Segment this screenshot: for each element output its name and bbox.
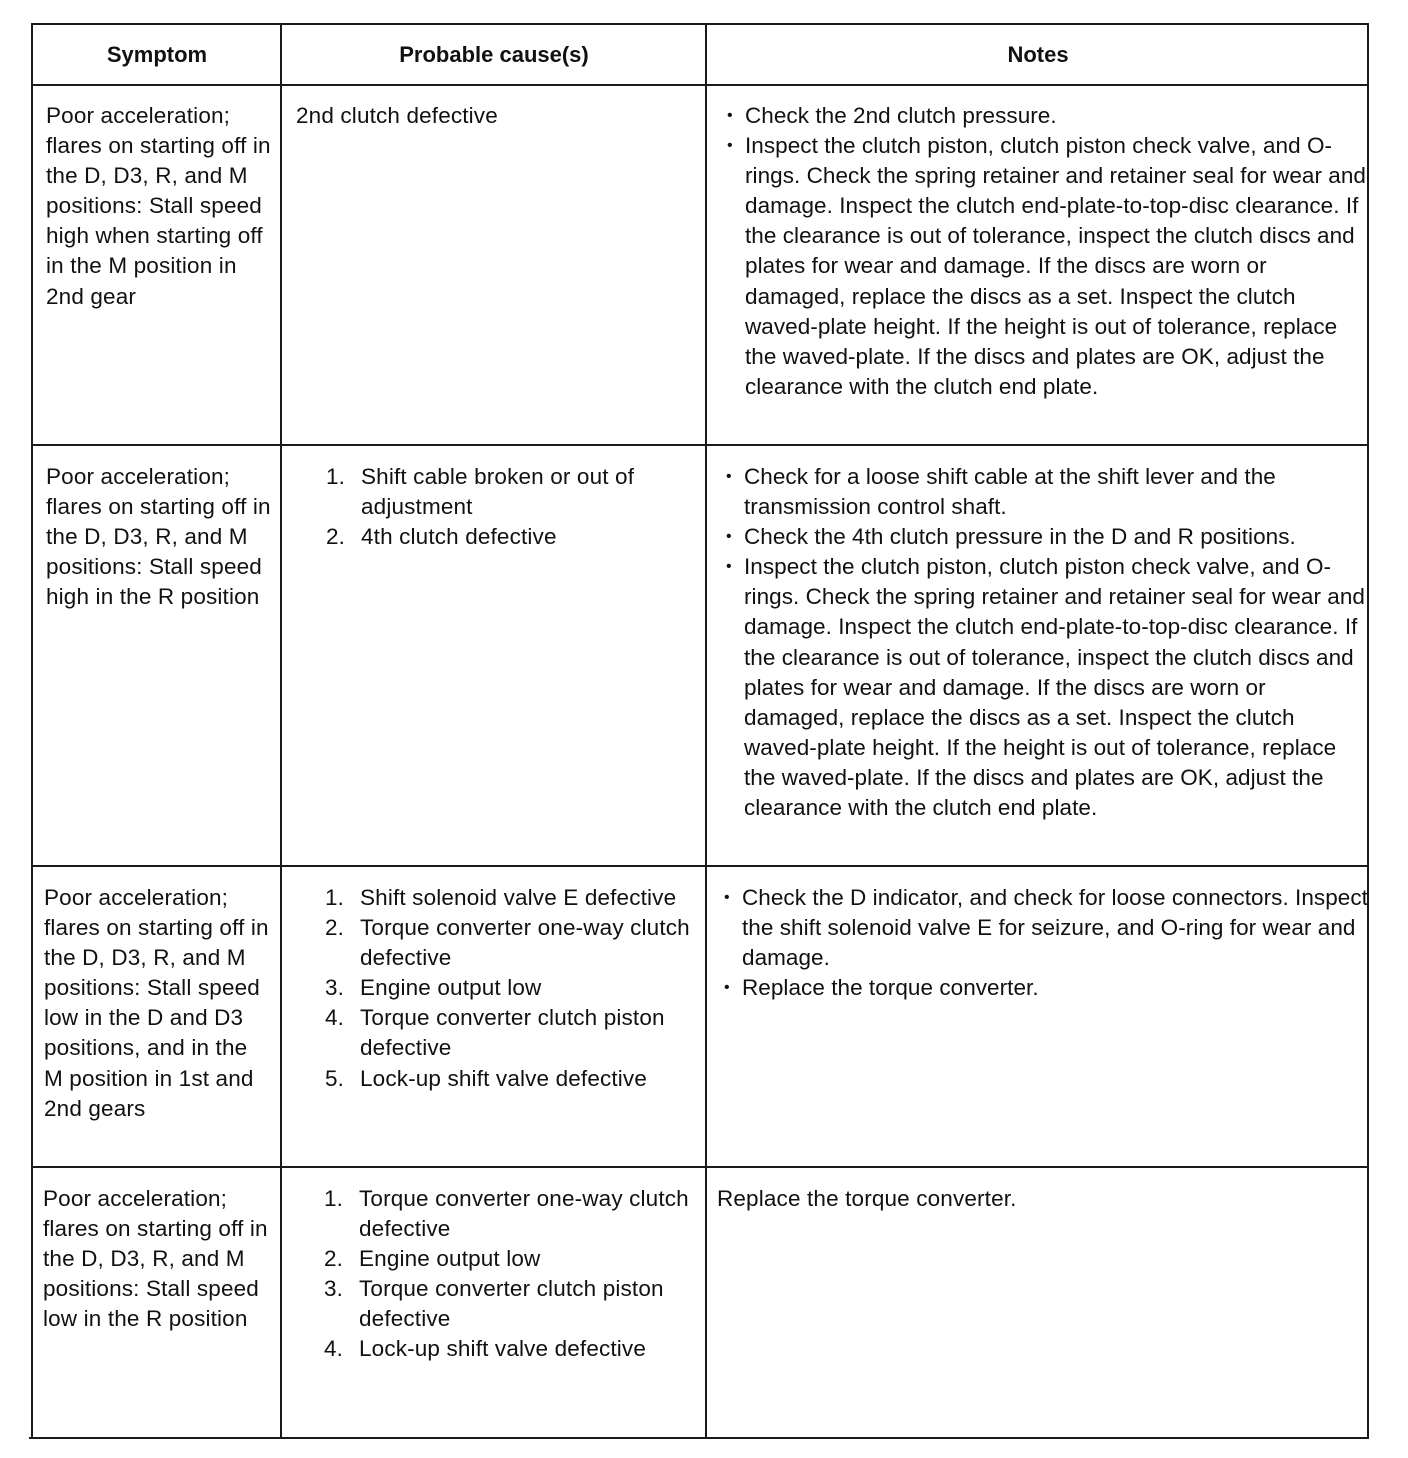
cause-text: Lock-up shift valve defective [360, 1065, 647, 1091]
header-row-divider [31, 84, 1369, 86]
bullet-icon: • [724, 979, 730, 997]
row-2-causes [290, 462, 700, 552]
cause-item [289, 973, 699, 1003]
row-4-causes [288, 1184, 698, 1365]
row-2-notes-list [723, 462, 1369, 823]
cause-text: Torque converter clutch piston defective [360, 1005, 665, 1061]
row-3-notes [721, 883, 1369, 1003]
row-2-causes-list [290, 462, 700, 552]
cause-item [289, 1003, 699, 1063]
column-divider-2 [705, 23, 707, 1439]
cause-item [289, 913, 699, 973]
cause-number: 2. [324, 1246, 344, 1272]
table-border-top [33, 23, 1369, 25]
cause-number: 4. [324, 1336, 344, 1362]
cause-number: 5. [325, 1065, 345, 1091]
row-4-symptom: Poor acceleration; flares on starting off in the D, D3, R, and M positions: Stall speed low in the R position [43, 1186, 268, 1332]
note-text: Check the D indicator, and check for loose connectors. Inspect the shift solenoid valve E for seizure, and O-ring for wear and damage. [742, 885, 1368, 971]
cause-text: 4th clutch defective [361, 524, 557, 550]
bullet-icon: • [724, 889, 730, 906]
cause-number: 2. [326, 524, 346, 550]
note-bullet-item [724, 101, 1369, 131]
bullet-icon: • [726, 468, 732, 485]
cause-text: Torque converter one-way clutch defective [360, 915, 690, 971]
cause-item [290, 462, 700, 522]
note-bullet-item [721, 883, 1369, 973]
cause-number: 1. [324, 1186, 344, 1211]
cause-text: Shift cable broken or out of adjustment [361, 464, 635, 520]
header-probable-causes: Probable cause(s) [399, 42, 589, 67]
row-3-symptom: Poor acceleration; flares on starting off in the D, D3, R, and M positions: Stall speed low in the D and D3 positions, and in the M position in 1st and 2nd gears [44, 885, 269, 1121]
column-divider-1 [280, 23, 282, 1439]
row-3-causes-list [289, 883, 699, 1094]
table-border-bottom [29, 1437, 1369, 1439]
note-text: Check the 4th clutch pressure in the D and R positions. [744, 524, 1296, 550]
cause-text: Torque converter clutch piston defective [359, 1276, 664, 1332]
note-text: Replace the torque converter. [742, 975, 1039, 1001]
row-2-notes [723, 462, 1369, 823]
row-1-symptom: Poor acceleration; flares on starting off in the D, D3, R, and M positions: Stall speed high when starting off in the M position in 2nd gear [46, 103, 271, 309]
table-border-left [31, 23, 33, 1439]
row-3-notes-list [721, 883, 1369, 1003]
cause-number: 3. [325, 975, 345, 1001]
row-4-notes: Replace the torque converter. [717, 1186, 1017, 1211]
header-symptom: Symptom [106, 42, 208, 67]
cause-number: 1. [326, 464, 346, 489]
row-divider-1 [31, 444, 1369, 446]
row-3-causes [289, 883, 699, 1094]
cause-item [289, 1064, 699, 1094]
cause-item [288, 1184, 698, 1244]
cause-number: 1. [325, 885, 345, 910]
bullet-icon: • [726, 528, 732, 546]
row-1-notes [724, 101, 1369, 402]
note-text: Inspect the clutch piston, clutch piston check valve, and O-rings. Check the spring retainer and retainer seal for wear and damage. Inspect the clutch end-plate-to-top-disc clearance. If the clearance is out of tolerance, inspect the clutch discs and plates for wear and damage. If the discs are worn or damaged, replace the discs as a set. Inspect the clutch waved-plate height. If the height is out of tolerance, replace the waved-plate. If the discs and plates are OK, adjust the clearance with the clutch end plate. [744, 554, 1365, 821]
cause-number: 3. [324, 1276, 344, 1302]
note-text: Inspect the clutch piston, clutch piston check valve, and O-rings. Check the spring retainer and retainer seal for wear and damage. Inspect the clutch end-plate-to-top-disc clearance. If the clearance is out of tolerance, inspect the clutch discs and plates for wear and damage. If the discs are worn or damaged, replace the discs as a set. Inspect the clutch waved-plate height. If the height is out of tolerance, replace the waved-plate. If the discs and plates are OK, adjust the clearance with the clutch end plate. [745, 133, 1366, 399]
row-1-notes-list [724, 101, 1369, 402]
cause-number: 4. [325, 1005, 345, 1031]
row-divider-2 [31, 865, 1369, 867]
row-2-symptom: Poor acceleration; flares on starting off in the D, D3, R, and M positions: Stall speed high in the R position [46, 464, 271, 610]
cause-item [289, 883, 699, 913]
row-4-causes-list [288, 1184, 698, 1365]
header-notes: Notes [1007, 42, 1069, 67]
note-bullet-item [721, 973, 1369, 1003]
note-bullet-item [723, 552, 1369, 823]
note-bullet-item [724, 131, 1369, 402]
cause-item [288, 1244, 698, 1274]
row-1-cause: 2nd clutch defective [296, 103, 498, 128]
note-text: Check for a loose shift cable at the shift lever and the transmission control shaft. [744, 464, 1276, 520]
cause-text: Torque converter one-way clutch defective [359, 1186, 689, 1242]
cause-item [288, 1274, 698, 1334]
note-text: Check the 2nd clutch pressure. [745, 103, 1057, 128]
cause-text: Shift solenoid valve E defective [360, 885, 677, 910]
note-bullet-item [723, 522, 1369, 552]
bullet-icon: • [727, 137, 733, 155]
note-bullet-item [723, 462, 1369, 522]
cause-item [288, 1334, 698, 1364]
bullet-icon: • [726, 558, 732, 576]
cause-text: Engine output low [359, 1246, 541, 1272]
row-divider-3 [31, 1166, 1369, 1168]
cause-item [290, 522, 700, 552]
cause-text: Engine output low [360, 975, 542, 1001]
cause-text: Lock-up shift valve defective [359, 1336, 646, 1362]
cause-number: 2. [325, 915, 345, 941]
bullet-icon: • [727, 107, 733, 124]
